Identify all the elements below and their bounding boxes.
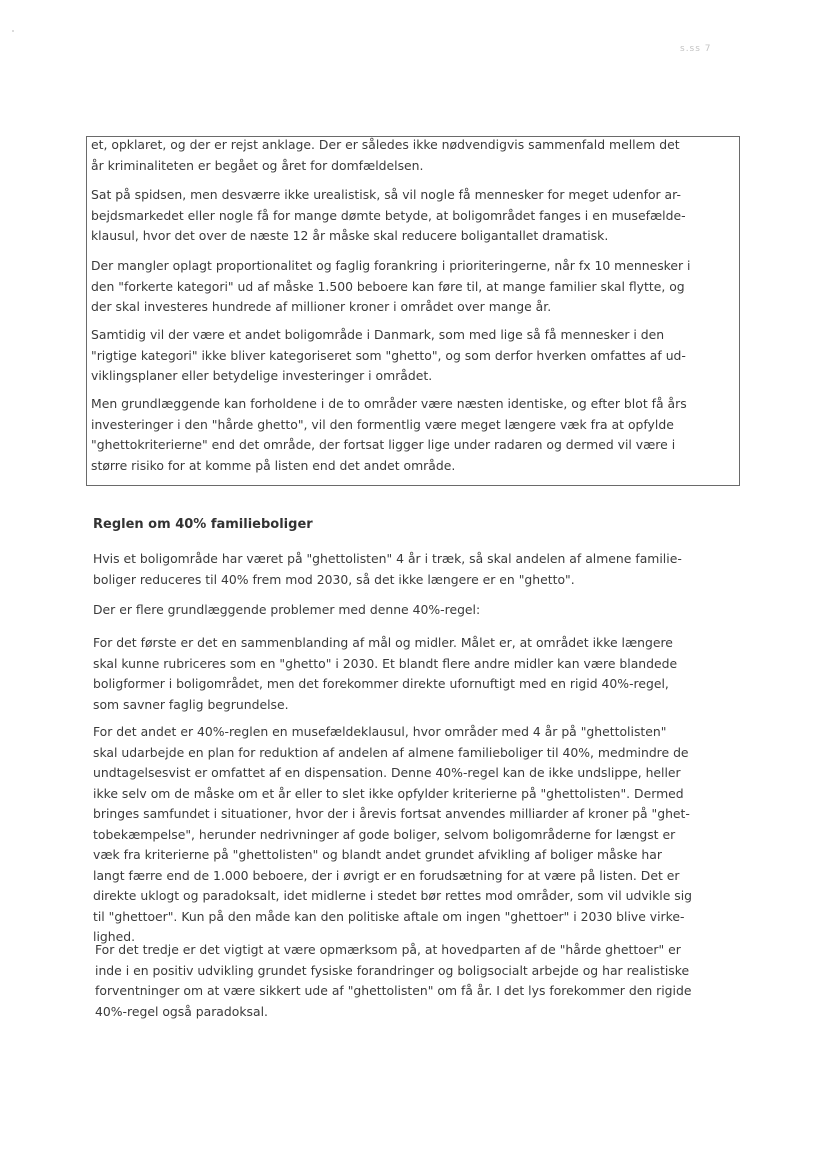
body-paragraph-4: For det andet er 40%-reglen en musefældeklausul, hvor områder med 4 år på "ghettolisten" skal udarbejde en plan for reduktion af andelen af almene familieboliger til 40%, medmindre de undtagelsesvist er omfattet af en dispensation. Denne 40%-regel kan de ikke undslippe, heller ikke selv om de måske om et år eller to slet ikke opfylder kriterierne på "ghettolisten". Dermed bringes samfundet i situationer, hvor der i årevis fortsat anvendes milliarder af kroner på "ghet- tobekæmpelse", herunder nedrivninger af gode boliger, selvom boligområderne for længst er væk fra kriterierne på "ghettolisten" og blandt andet grundet afvikling af boliger måske har langt færre end de 1.000 beboere, der i øvrigt er en forudsætning for at være på listen. Det er direkte uklogt og paradoksalt, idet midlerne i stedet bør rettes mod områder, som vil udvikle sig til "ghettoer". Kun på den måde kan den politiske aftale om ingen "ghettoer" i 2030 blive virke- lighed.	[93, 724, 693, 944]
body-paragraph-5: For det tredje er det vigtigt at være opmærksom på, at hovedparten af de "hårde ghettoer" er inde i en positiv udvikling grundet fysiske forandringer og boligsocialt arbejde og har realistiske forventninger om at være sikkert ude af "ghettolisten" om få år. I det lys forekommer den rigide 40%-regel også paradoksal.	[95, 942, 692, 1019]
scan-artifact	[12, 30, 14, 32]
box-paragraph-1: et, opklaret, og der er rejst anklage. Der er således ikke nødvendigvis sammenfald mellem det år kriminaliteten er begået og året for domfældelsen.	[91, 137, 680, 173]
box-paragraph-3: Der mangler oplagt proportionalitet og faglig forankring i prioriteringerne, når fx 10 mennesker i den "forkerte kategori" ud af måske 1.500 beboere kan føre til, at mange familier skal flytte, og der skal investeres hundrede af millioner kroner i området over mange år.	[91, 258, 691, 314]
page-number-mark: s.ss 7	[680, 44, 712, 54]
box-paragraph-5: Men grundlæggende kan forholdene i de to områder være næsten identiske, og efter blot få års investeringer i den "hårde ghetto", vil den formentlig være meget længere væk fra at opfylde "ghettokriterierne" end det område, der fortsat ligger lige under radaren og dermed vil være i større risiko for at komme på listen end det andet område.	[91, 396, 687, 473]
body-paragraph-1: Hvis et boligområde har været på "ghettolisten" 4 år i træk, så skal andelen af almene familie- boliger reduceres til 40% frem mod 2030, så det ikke længere er en "ghetto".	[93, 551, 682, 587]
box-paragraph-4: Samtidig vil der være et andet boligområde i Danmark, som med lige så få mennesker i den "rigtige kategori" ikke bliver kategoriseret som "ghetto", og som derfor hverken omfattes af ud- viklingsplaner eller betydelige investeringer i området.	[91, 327, 686, 383]
box-paragraph-2: Sat på spidsen, men desværre ikke urealistisk, så vil nogle få mennesker for meget udenfor ar- bejdsmarkedet eller nogle få for mange dømte betyde, at boligområdet fanges i en musefælde- klausul, hvor det over de næste 12 år måske skal reducere boligantallet dramatisk.	[91, 187, 686, 243]
body-paragraph-2: Der er flere grundlæggende problemer med denne 40%-regel:	[93, 602, 481, 617]
body-paragraph-3: For det første er det en sammenblanding af mål og midler. Målet er, at området ikke længere skal kunne rubriceres som en "ghetto" i 2030. Et blandt flere andre midler kan være blandede boligformer i boligområdet, men det forekommer direkte ufornuftigt med en rigid 40%-regel, som savner faglig begrundelse.	[93, 635, 678, 712]
section-heading: Reglen om 40% familieboliger	[93, 517, 313, 532]
